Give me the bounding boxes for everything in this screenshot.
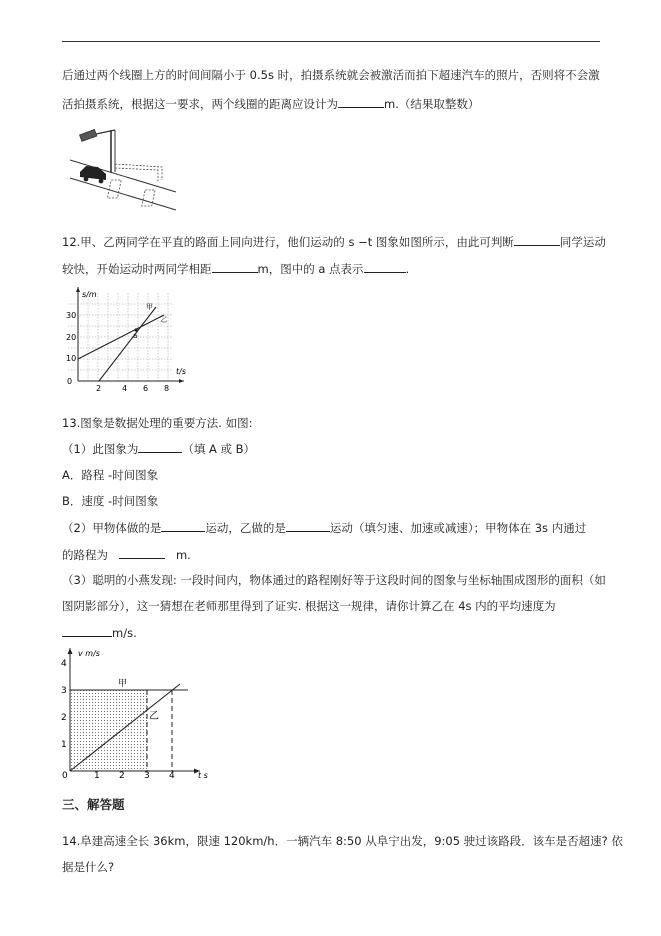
x-tick: 6 bbox=[143, 384, 149, 393]
q13-part1: （1）此图象为 （填 A 或 B） bbox=[62, 442, 256, 456]
label-yi: 乙 bbox=[149, 711, 159, 722]
x-tick: 4 bbox=[122, 384, 128, 393]
y-tick: 10 bbox=[66, 354, 77, 363]
x-axis-label: t s bbox=[198, 771, 208, 780]
q11-line-1: 后通过两个线圈上方的时间间隔小于 0.5s 时，拍摄系统就会被激活而拍下超速汽车的照片，否则将不会激 bbox=[62, 68, 600, 82]
label-jia: 甲 bbox=[146, 303, 153, 311]
header-rule bbox=[62, 41, 600, 42]
q12-st-graph bbox=[62, 283, 202, 393]
label-jia: 甲 bbox=[118, 679, 128, 689]
q11-answer-blank[interactable] bbox=[338, 95, 384, 108]
q14-line-2: 据是什么? bbox=[62, 860, 115, 874]
y-tick: 2 bbox=[61, 713, 67, 723]
x-axis-label: t/s bbox=[176, 367, 186, 376]
q13-blank-distance[interactable] bbox=[119, 546, 165, 559]
q13-option-b: B．速度 -时间图象 bbox=[62, 494, 159, 508]
point-a-label: a bbox=[133, 332, 138, 340]
q13-part2-line2: 的路程为 m. bbox=[62, 548, 191, 562]
y-tick: 1 bbox=[61, 740, 67, 750]
q13-part3-line3: m/s. bbox=[62, 624, 137, 641]
q13-option-a: A．路程 -时间图象 bbox=[62, 468, 159, 482]
q12-blank-point[interactable] bbox=[364, 260, 406, 273]
x-tick: 4 bbox=[169, 771, 175, 781]
q13-blank-yi-motion[interactable] bbox=[286, 519, 330, 532]
q13-part2-line1: （2）甲物体做的是 运动，乙做的是 运动（填匀速、加速或减速）；甲物体在 3s 内通过 bbox=[62, 521, 587, 535]
q13-part3-line2: 图阴影部分），这一猜想在老师那里得到了证实. 根据这一规律，请你计算乙在 4s 内的平均速度为 bbox=[62, 599, 556, 613]
y-tick: 20 bbox=[66, 333, 77, 342]
shaded-area bbox=[70, 690, 147, 771]
y-tick: 30 bbox=[66, 311, 77, 320]
q13-title: 13.图象是数据处理的重要方法. 如图: bbox=[62, 416, 253, 430]
origin-label: 0 bbox=[67, 377, 73, 386]
label-yi: 乙 bbox=[160, 316, 167, 324]
x-tick: 3 bbox=[144, 771, 150, 781]
q11-line-2: 活拍摄系统，根据这一要求，两个线圈的距离应设计为 m.（结果取整数） bbox=[62, 97, 480, 111]
q14-line-1: 14.阜建高速全长 36km，限速 120km/h．一辆汽车 8:50 从阜宁出发，9:05 驶过该路段．该车是否超速? 依 bbox=[62, 834, 623, 848]
q12-blank-distance[interactable] bbox=[212, 260, 258, 273]
y-axis-label: v m/s bbox=[78, 649, 100, 658]
y-tick: 3 bbox=[61, 686, 67, 696]
x-tick: 1 bbox=[94, 771, 100, 781]
q13-blank-average-speed[interactable] bbox=[62, 624, 112, 637]
q12-line-2: 较快，开始运动时两同学相距 m，图中的 a 点表示 . bbox=[62, 262, 410, 276]
x-tick: 2 bbox=[119, 771, 125, 781]
x-tick: 2 bbox=[96, 384, 102, 393]
q13-part3-line1: （3）聪明的小燕发现: 一段时间内，物体通过的路程刚好等于这段时间的图象与坐标轴围成图形的面积（如 bbox=[62, 573, 606, 587]
q13-blank-jia-motion[interactable] bbox=[161, 519, 205, 532]
q11-road-camera-figure bbox=[66, 120, 178, 216]
origin-label: 0 bbox=[62, 771, 68, 781]
y-axis-label: s/m bbox=[82, 290, 97, 299]
q13-blank-graph-type[interactable] bbox=[138, 440, 182, 453]
y-tick: 4 bbox=[61, 659, 67, 669]
x-tick: 8 bbox=[164, 384, 170, 393]
camera-icon bbox=[79, 129, 96, 141]
q13-vt-graph bbox=[58, 644, 228, 782]
q12-blank-faster[interactable] bbox=[514, 233, 560, 246]
q12-line-1: 12.甲、乙两同学在平直的路面上同向进行，他们运动的 s −t 图象如图所示，由此可判断 同学运动 bbox=[62, 235, 606, 249]
section-heading: 三、解答题 bbox=[62, 797, 125, 812]
